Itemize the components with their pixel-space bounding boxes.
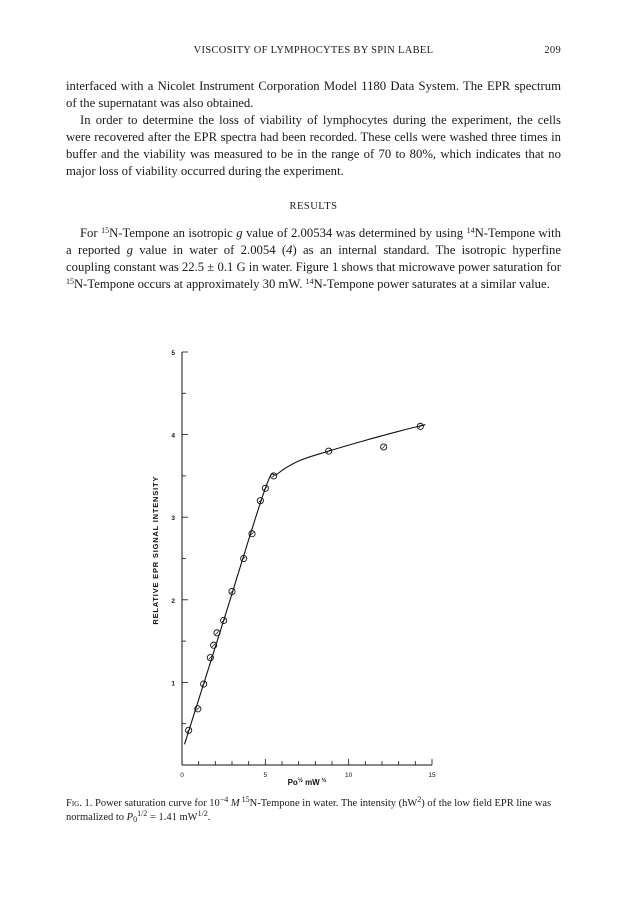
- data-point-slash: [215, 631, 218, 634]
- running-title: VISCOSITY OF LYMPHOCYTES BY SPIN LABEL: [193, 45, 434, 56]
- data-point: [249, 531, 255, 537]
- data-point: [326, 448, 332, 454]
- y-tick-label: 4: [171, 432, 175, 440]
- y-tick-label: 2: [171, 597, 175, 605]
- y-tick-labels: [171, 350, 175, 687]
- y-tick-label: 1: [171, 680, 175, 688]
- y-axis-label: RELATIVE EPR SIGNAL INTENSITY: [151, 475, 160, 625]
- chart-axes: [182, 352, 432, 765]
- x-tick-label: 10: [345, 772, 353, 779]
- data-point-slash: [382, 445, 385, 448]
- x-tick-label: 0: [180, 772, 184, 779]
- data-point: [201, 681, 207, 687]
- paragraph-2: In order to determine the loss of viability of lymphocytes during the experiment, the cells were recovered after the EPR spectra had been recorded. These cells were washed three times in buffer and the viability was measured to be in the range of 70 to 80%, which indicates that no major loss of viability occurred during the experiment.: [66, 113, 561, 178]
- data-point: [221, 617, 227, 623]
- y-tick-label: 3: [171, 515, 175, 523]
- y-tick-label: 5: [171, 350, 175, 357]
- paragraph-3: For $^{15}$N-Tempone an isotropic g value of 2.00534 was determined by using $^{14}$N-Tempone with a reported g value in water of 2.0054 (4) as an internal standard. The isotropic hyperfine coupling constant was 22.5 ± 0.1 G in water. Figure 1 shows that microwave power saturation for $^{15}$N-Tempone occurs at approximately 30 mW. $^{14}$N-Tempone power saturates at a similar value.: [66, 226, 561, 291]
- data-points: [186, 423, 424, 733]
- x-axis-label: $Po^{\frac{1}{2}}$ mW $^{\frac{1}{2}}$: [287, 778, 327, 787]
- x-tick-label: 15: [428, 772, 436, 779]
- data-point: [262, 485, 268, 491]
- data-point: [207, 655, 213, 661]
- data-point: [271, 473, 277, 479]
- data-point: [214, 630, 220, 636]
- section-heading-results: RESULTS: [289, 201, 338, 212]
- paragraph-1: interfaced with a Nicolet Instrument Corporation Model 1180 Data System. The EPR spectrum of the supernatant was also obtained.: [66, 79, 561, 110]
- data-point-slash: [196, 707, 199, 710]
- data-point-slash: [212, 644, 215, 647]
- data-point: [381, 444, 387, 450]
- fit-curve: [185, 425, 426, 745]
- figure-caption: Fig. 1. Power saturation curve for $10^{-4}$ M $^{15}$N-Tempone in water. The intensity $(hW^2)$ of the low field EPR line was normalized to $P_0^{1/2} = 1.41$ $mW^{1/2}$.: [66, 795, 552, 824]
- x-tick-label: 5: [263, 772, 268, 779]
- page-number: 209: [544, 45, 561, 56]
